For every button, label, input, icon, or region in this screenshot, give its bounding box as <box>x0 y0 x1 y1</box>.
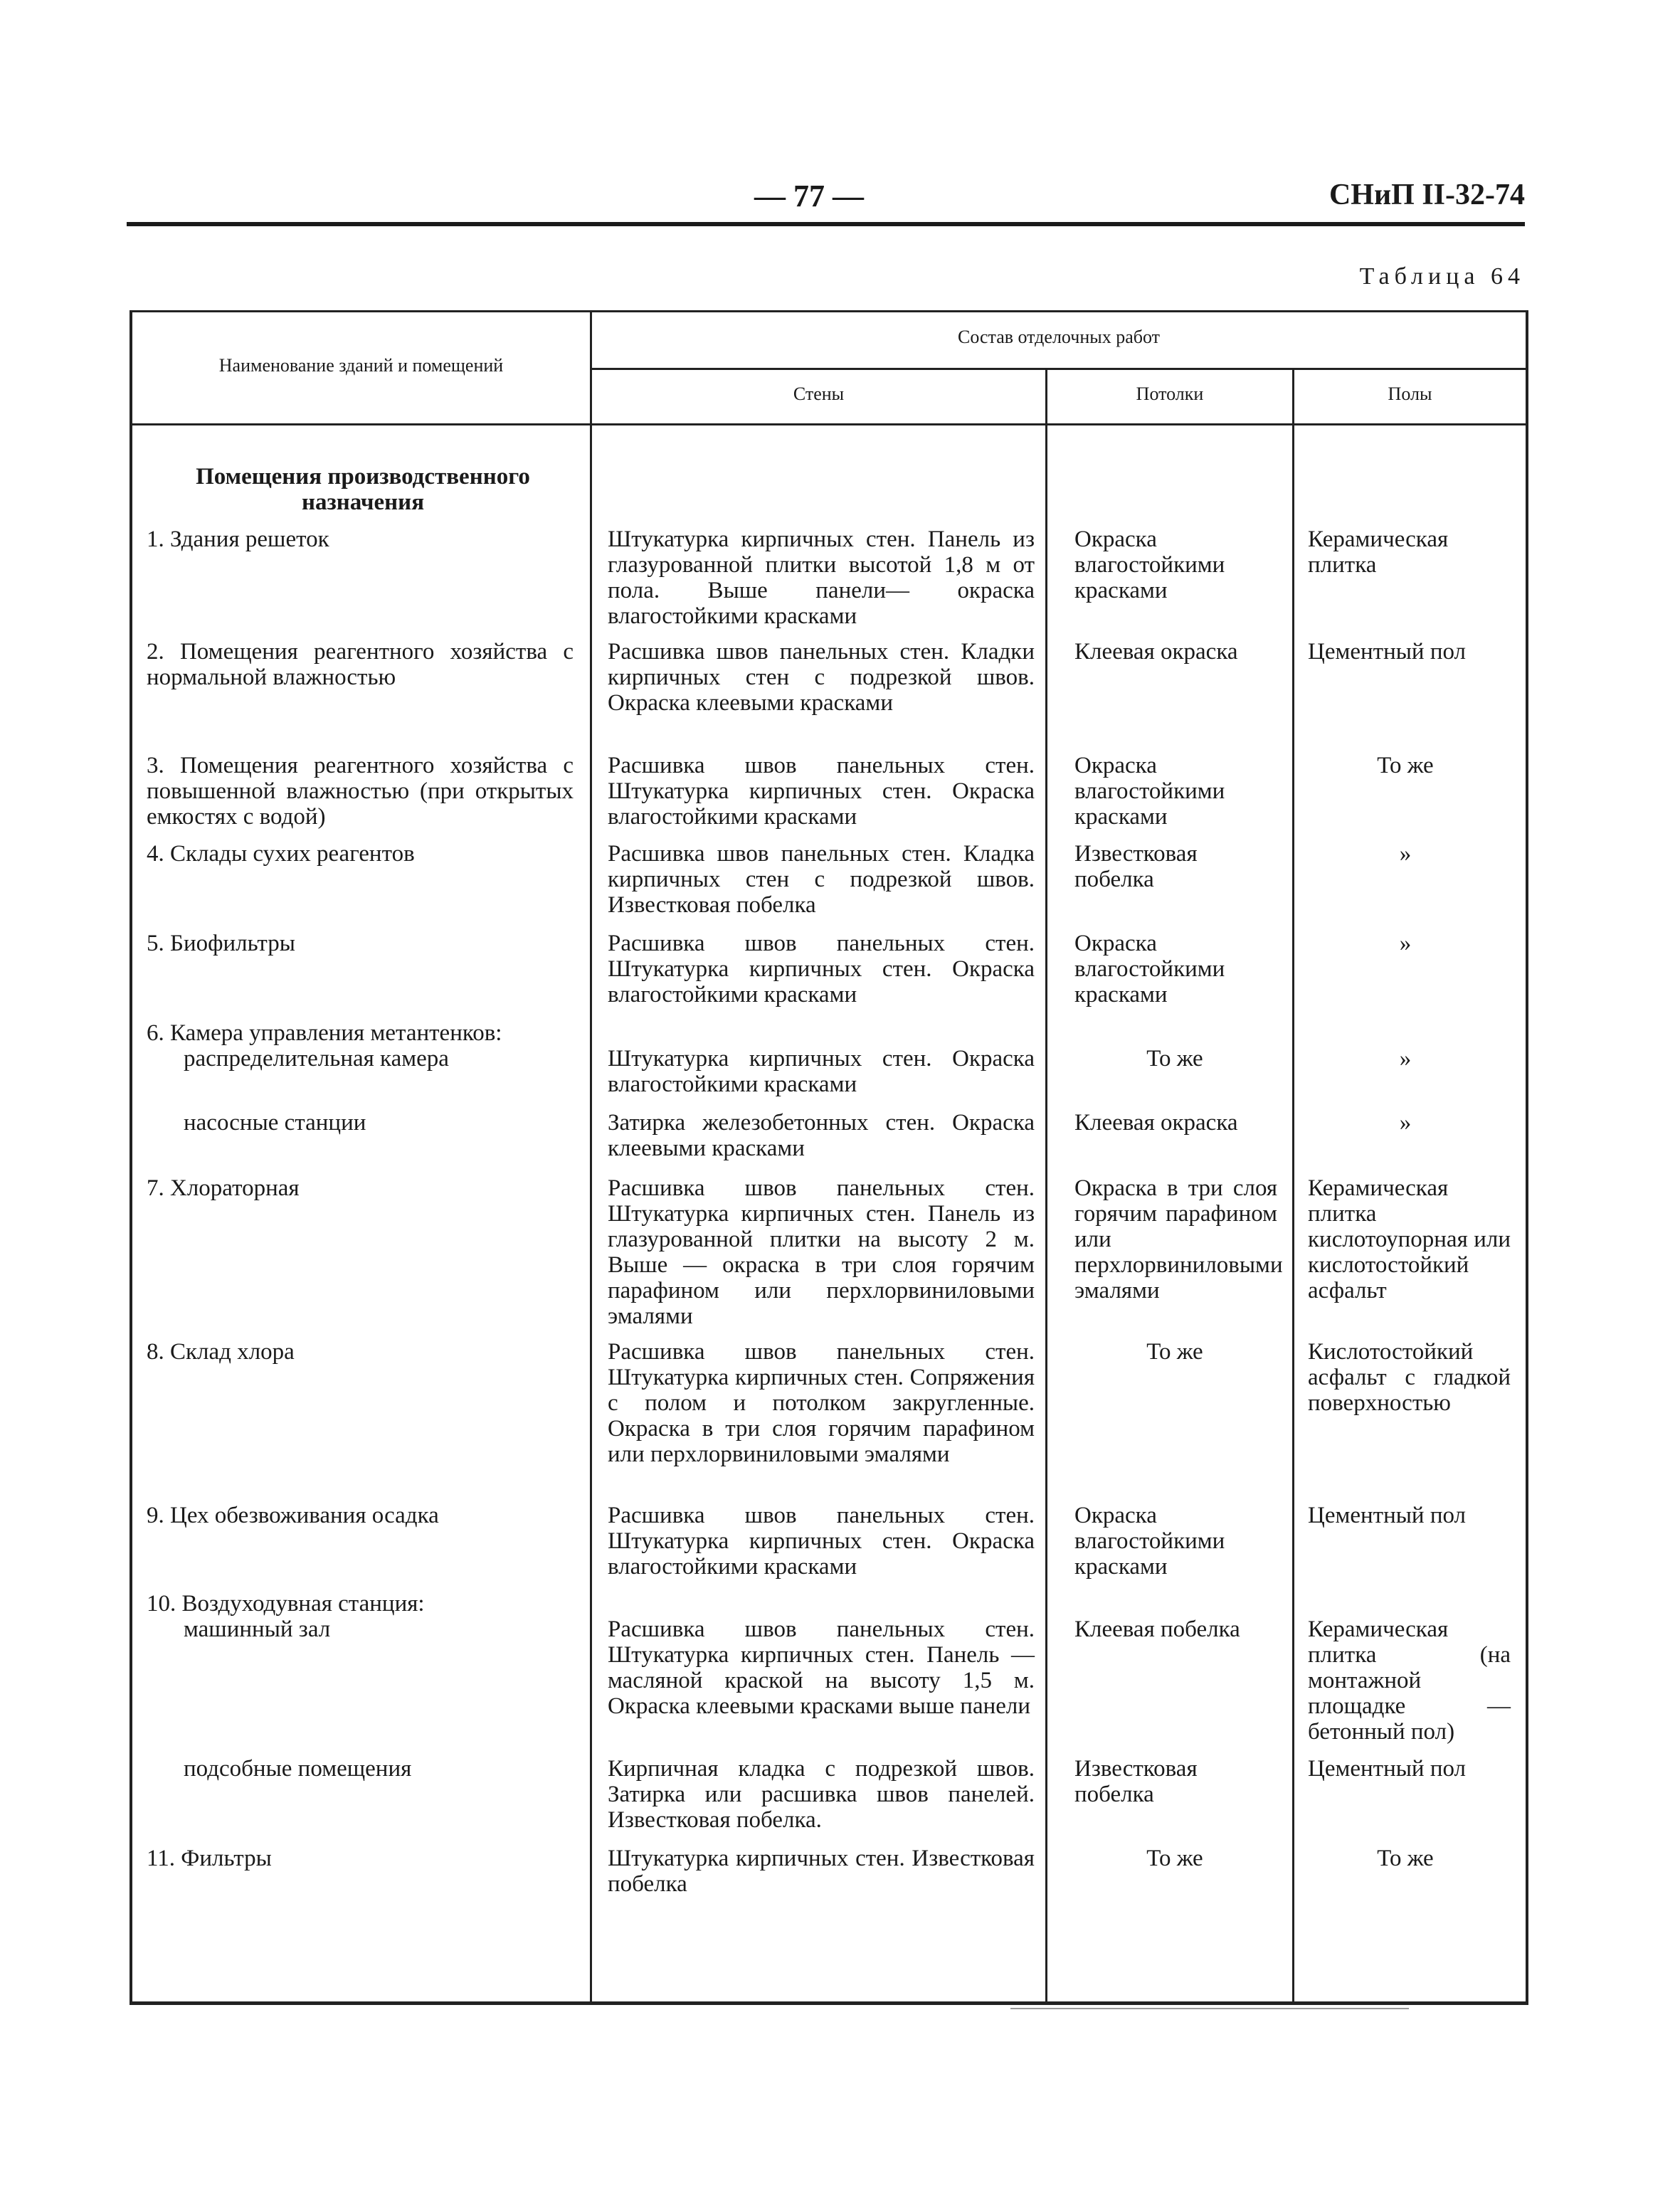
page-number: — 77 — <box>754 179 864 213</box>
row-floors: » <box>1399 931 1412 956</box>
row-floors: Керамическая плитка кислотоупорная или кислотостойкий асфальт <box>1308 1175 1511 1303</box>
row-group-name: 6. Камера управления метантенков: <box>147 1020 502 1046</box>
row-walls: Расшивка швов панельных стен. Кладки кирпичных стен с подрезкой швов. Окраска клеевыми красками <box>608 639 1035 716</box>
column-divider <box>1045 368 1047 2001</box>
row-name: 11. Фильтры <box>147 1846 272 1871</box>
row-name: подсобные помещения <box>184 1756 412 1782</box>
row-floors: » <box>1399 1046 1412 1072</box>
row-ceilings: Окраска влагостойкими красками <box>1074 1503 1225 1580</box>
row-walls: Штукатурка кирпичных стен. Известковая побелка <box>608 1846 1035 1897</box>
row-walls: Затирка железобетонных стен. Окраска клеевыми красками <box>608 1110 1035 1161</box>
header-walls: Стены <box>793 383 845 404</box>
row-ceilings: То же <box>1146 1339 1203 1365</box>
header-floors: Полы <box>1388 383 1432 404</box>
row-floors: Керамическая плитка <box>1308 527 1449 578</box>
row-ceilings: Окраска влагостойкими красками <box>1074 527 1225 603</box>
row-ceilings: Окраска в три слоя горячим парафином или перхлорвиниловыми эмалями <box>1074 1175 1283 1303</box>
header-group: Состав отделочных работ <box>957 327 1161 347</box>
row-name: распределительная камера <box>184 1046 449 1072</box>
row-ceilings: Известковая побелка <box>1074 841 1198 892</box>
row-ceilings: Известковая побелка <box>1074 1756 1198 1807</box>
row-floors: То же <box>1377 753 1434 778</box>
row-walls: Кирпичная кладка с подрезкой швов. Затирка или расшивка швов панелей. Известковая побелка. <box>608 1756 1035 1833</box>
row-floors: Кислотостойкий асфальт с гладкой поверхностью <box>1308 1339 1511 1416</box>
row-ceilings: То же <box>1146 1046 1203 1072</box>
row-name: 1. Здания решеток <box>147 527 329 552</box>
row-floors: Цементный пол <box>1308 639 1467 665</box>
header-rule-bottom <box>132 423 1526 425</box>
row-walls: Штукатурка кирпичных стен. Окраска влагостойкими красками <box>608 1046 1035 1097</box>
row-walls: Расшивка швов панельных стен. Кладка кирпичных стен с подрезкой швов. Известковая побелка <box>608 841 1035 918</box>
row-walls: Расшивка швов панельных стен. Штукатурка кирпичных стен. Панель из глазурованной плитки на высоту 2 м. Выше — окраска в три слоя горячим парафином или перхлорвиниловыми эмалями <box>608 1175 1035 1329</box>
row-name: насосные станции <box>184 1110 366 1136</box>
header-subrule <box>591 368 1526 370</box>
row-floors: Цементный пол <box>1308 1756 1467 1782</box>
row-walls: Расшивка швов панельных стен. Штукатурка кирпичных стен. Сопряжения с полом и потолком закругленные. Окраска в три слоя горячим парафином или перхлорвиниловыми эмалями <box>608 1339 1035 1467</box>
row-ceilings: Окраска влагостойкими красками <box>1074 931 1225 1007</box>
row-floors: » <box>1399 841 1412 867</box>
row-floors: Керамическая плитка (на монтажной площадке — бетонный пол) <box>1308 1617 1511 1745</box>
row-ceilings: Клеевая окраска <box>1074 639 1238 665</box>
document-code: СНиП II-32-74 <box>1328 179 1525 211</box>
row-name: 8. Склад хлора <box>147 1339 295 1365</box>
row-walls: Штукатурка кирпичных стен. Панель из глазурованной плитки высотой 1,8 м от пола. Выше панели— окраска влагостойкими красками <box>608 527 1035 629</box>
header-rule <box>127 222 1525 226</box>
row-group-name: 10. Воздуходувная станция: <box>147 1591 425 1617</box>
row-floors: » <box>1399 1110 1412 1136</box>
row-ceilings: Окраска влагостойкими красками <box>1074 753 1225 830</box>
row-name: 9. Цех обезвоживания осадка <box>147 1503 439 1528</box>
header-ceilings: Потолки <box>1136 383 1204 404</box>
header-name: Наименование зданий и помещений <box>218 355 504 376</box>
row-name: 3. Помещения реагентного хозяйства с повышенной влажностью (при открытых емкостях с водой) <box>147 753 574 830</box>
section-heading: Помещения производственного назначения <box>196 464 530 515</box>
row-name: 2. Помещения реагентного хозяйства с нормальной влажностью <box>147 639 574 690</box>
row-ceilings: Клеевая окраска <box>1074 1110 1238 1136</box>
row-name: 4. Склады сухих реагентов <box>147 841 415 867</box>
row-name: 5. Биофильтры <box>147 931 295 956</box>
row-walls: Расшивка швов панельных стен. Штукатурка кирпичных стен. Панель — масляной краской на высоту 1,5 м. Окраска клеевыми красками выше панели <box>608 1617 1035 1719</box>
row-name: 7. Хлораторная <box>147 1175 300 1201</box>
row-floors: То же <box>1377 1846 1434 1871</box>
row-ceilings: То же <box>1146 1846 1203 1871</box>
row-name: машинный зал <box>184 1617 331 1642</box>
row-walls: Расшивка швов панельных стен. Штукатурка кирпичных стен. Окраска влагостойкими красками <box>608 931 1035 1007</box>
row-ceilings: Клеевая побелка <box>1074 1617 1240 1642</box>
column-divider <box>1292 368 1294 2001</box>
row-walls: Расшивка швов панельных стен. Штукатурка кирпичных стен. Окраска влагостойкими красками <box>608 1503 1035 1580</box>
row-walls: Расшивка швов панельных стен. Штукатурка кирпичных стен. Окраска влагостойкими красками <box>608 753 1035 830</box>
column-divider <box>590 312 592 2001</box>
table-caption: Таблица 64 <box>1359 263 1525 290</box>
row-floors: Цементный пол <box>1308 1503 1467 1528</box>
bottom-rule <box>1010 2008 1409 2009</box>
